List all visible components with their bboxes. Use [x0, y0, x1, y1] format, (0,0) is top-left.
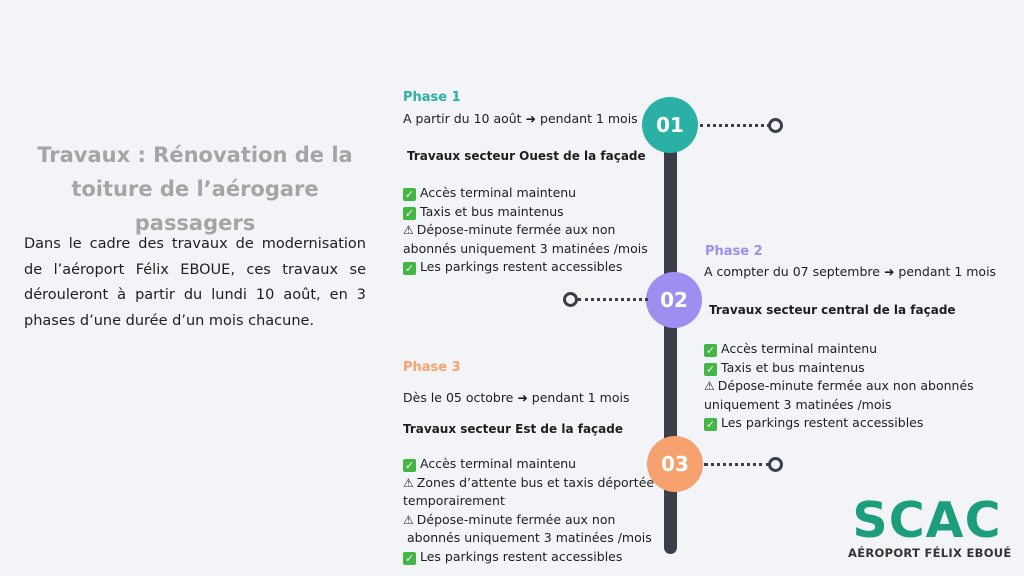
- list-item-text: Zones d’attente bus et taxis déportée temporairement: [403, 474, 655, 509]
- phase-3-label: Phase 3: [403, 360, 461, 375]
- phase-3-sector: Travaux secteur Est de la façade: [403, 422, 623, 436]
- logo-subtitle: AÉROPORT FÉLIX EBOUÉ: [848, 546, 1012, 560]
- phase-2-ring-icon: [563, 292, 578, 307]
- list-item-text: Les parkings restent accessibles: [420, 259, 623, 275]
- phase-1-number-circle: [642, 97, 698, 153]
- phase-2-number-circle: [646, 272, 702, 328]
- phase-1-ring-icon: [768, 118, 783, 133]
- title-line-2: toiture de l’aérogare passagers: [71, 177, 319, 235]
- logo-wordmark: SCAC: [852, 492, 1002, 549]
- list-item-text: Accès terminal maintenu: [721, 341, 878, 356]
- phase-3-connector: [704, 463, 770, 466]
- list-item: [403, 548, 654, 567]
- check-icon: ✓: [404, 551, 415, 565]
- phase-1-label: Phase 1: [403, 90, 461, 105]
- list-item: [403, 258, 648, 277]
- warning-icon: ⚠: [704, 379, 715, 394]
- check-icon: ✓: [705, 418, 716, 432]
- phase-3-list: [403, 455, 654, 567]
- phase-3-number-circle: [647, 436, 703, 492]
- check-icon: ✓: [404, 262, 415, 276]
- check-icon: ✓: [404, 188, 415, 201]
- list-item: [403, 511, 654, 548]
- list-item-text: Taxis et bus maintenus: [721, 359, 865, 375]
- list-item: [704, 377, 974, 414]
- list-item-text: Accès terminal maintenu: [420, 456, 577, 471]
- phase-1-dates: A partir du 10 août ➜ pendant 1 mois: [403, 111, 638, 126]
- list-item: [403, 184, 648, 203]
- phase-1-number: 01: [656, 113, 684, 137]
- page-title: [10, 138, 380, 240]
- phase-1-connector: [700, 124, 770, 127]
- list-item: [403, 221, 648, 258]
- check-icon: ✓: [705, 362, 716, 376]
- warning-icon: ⚠: [403, 475, 414, 490]
- check-icon: ✓: [404, 459, 415, 472]
- phase-3-number: 03: [661, 452, 689, 476]
- list-item: [403, 455, 654, 474]
- list-item-text: Accès terminal maintenu: [420, 185, 577, 200]
- phase-2-sector: Travaux secteur central de la façade: [709, 303, 956, 317]
- scac-logo: [848, 492, 1012, 560]
- check-icon: ✓: [705, 344, 716, 357]
- list-item-text: Dépose-minute fermée aux non abonnés uniquement 3 matinées /mois: [704, 378, 974, 412]
- phase-2-list: [704, 340, 974, 433]
- phase-1-list: [403, 184, 648, 277]
- phase-2-label: Phase 2: [705, 244, 763, 259]
- phase-1-sector: Travaux secteur Ouest de la façade: [407, 149, 646, 163]
- list-item: [704, 359, 974, 378]
- list-item-text: Les parkings restent accessibles: [721, 415, 924, 431]
- warning-icon: ⚠: [403, 223, 414, 238]
- check-icon: ✓: [404, 206, 415, 220]
- list-item-text: Dépose-minute fermée aux non abonnés uniquement 3 matinées /mois: [403, 222, 648, 256]
- phase-3-ring-icon: [768, 457, 783, 472]
- list-item-text: Dépose-minute fermée aux non abonnés uniquement 3 matinées /mois: [406, 511, 652, 546]
- list-item-text: Taxis et bus maintenus: [420, 203, 564, 219]
- list-item-text: Les parkings restent accessibles: [420, 548, 623, 564]
- phase-2-dates: A compter du 07 septembre ➜ pendant 1 mois: [704, 264, 997, 279]
- phase-2-connector: [578, 298, 648, 301]
- title-line-1: Travaux : Rénovation de la: [37, 143, 353, 167]
- intro-paragraph: Dans le cadre des travaux de modernisation de l’aéroport Félix EBOUE, ces travaux se dérouleront à partir du lundi 10 août, en 3 phases d’une durée d’un mois chacune.: [24, 236, 366, 329]
- list-item: [403, 474, 654, 511]
- list-item: [704, 414, 974, 433]
- list-item: [704, 340, 974, 359]
- phase-3-dates: Dès le 05 octobre ➜ pendant 1 mois: [403, 390, 630, 405]
- phase-2-number: 02: [660, 288, 688, 312]
- list-item: [403, 203, 648, 222]
- warning-icon: ⚠: [403, 512, 414, 527]
